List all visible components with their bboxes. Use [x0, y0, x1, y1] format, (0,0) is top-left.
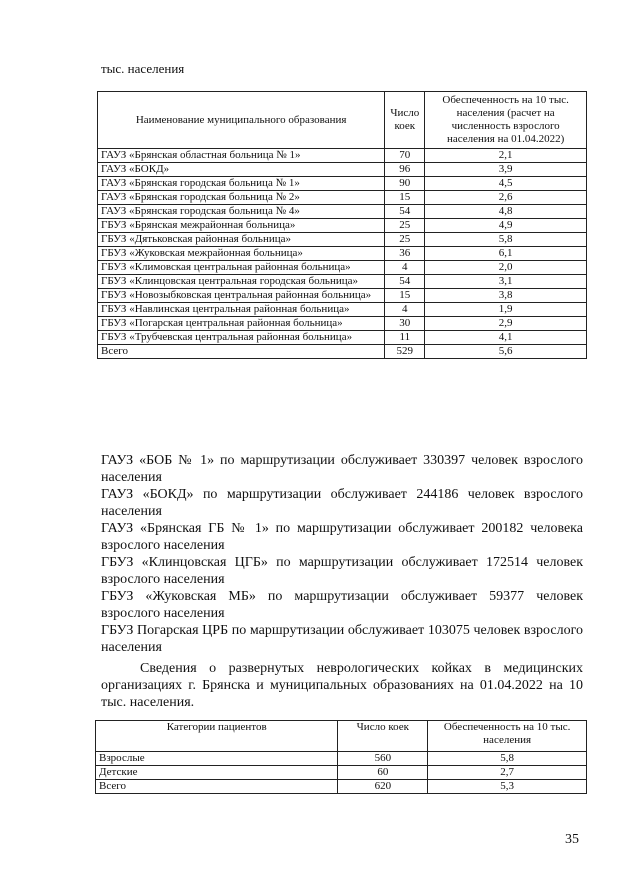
cell-rate: 5,3: [428, 780, 587, 794]
cell-rate: 4,5: [425, 177, 587, 191]
routing-line: ГАУЗ «БОКД» по маршрутизации обслуживает 244186 человек взрослого населения: [101, 487, 583, 519]
table-total-row: [98, 345, 587, 359]
cell-beds: 60: [338, 766, 428, 780]
intro-text: тыс. населения: [101, 61, 185, 76]
summary-paragraph: Сведения о развернутых неврологических койках в медицинских организациях г. Брянска и муниципальных образованиях на 01.04.2022 на 10 тыс. населения.: [101, 661, 583, 710]
cell-name: ГБУЗ «Навлинская центральная районная больница»: [98, 303, 385, 317]
cell-beds: 4: [385, 303, 425, 317]
cell-beds: 15: [385, 289, 425, 303]
table-row: [96, 766, 587, 780]
header-category: Категории пациентов: [96, 721, 338, 752]
table-row: [98, 177, 587, 191]
table-row: [98, 303, 587, 317]
header-rate: Обеспеченность на 10 тыс. населения (расчет на численность взрослого населения на 01.04.2022): [425, 92, 587, 149]
cell-rate: 6,1: [425, 247, 587, 261]
cell-name: ГБУЗ «Трубчевская центральная районная больница»: [98, 331, 385, 345]
cell-rate: 2,9: [425, 317, 587, 331]
table-row: [98, 275, 587, 289]
table-row: [98, 261, 587, 275]
table-row: [98, 219, 587, 233]
cell-beds: 90: [385, 177, 425, 191]
cell-beds: 36: [385, 247, 425, 261]
cell-rate: 3,9: [425, 163, 587, 177]
cell-rate: 2,6: [425, 191, 587, 205]
routing-line: ГБУЗ «Жуковская МБ» по маршрутизации обслуживает 59377 человек взрослого населения: [101, 589, 583, 621]
cell-beds: 25: [385, 219, 425, 233]
cell-name: ГАУЗ «Брянская городская больница № 2»: [98, 191, 385, 205]
beds-table-header-row: [98, 92, 587, 149]
cell-name: ГАУЗ «Брянская городская больница № 4»: [98, 205, 385, 219]
beds-table: [97, 91, 587, 359]
cell-name: ГАУЗ «БОКД»: [98, 163, 385, 177]
table-row: [96, 752, 587, 766]
cell-beds: 70: [385, 149, 425, 163]
cell-beds: 30: [385, 317, 425, 331]
cell-name: ГБУЗ «Климовская центральная районная больница»: [98, 261, 385, 275]
cell-name: ГБУЗ «Клинцовская центральная городская больница»: [98, 275, 385, 289]
cell-name: ГАУЗ «Брянская областная больница № 1»: [98, 149, 385, 163]
cell-beds: 11: [385, 331, 425, 345]
cell-beds: 560: [338, 752, 428, 766]
table-row: [98, 233, 587, 247]
cell-rate: 3,1: [425, 275, 587, 289]
table-row: [98, 163, 587, 177]
cell-rate: 3,8: [425, 289, 587, 303]
cell-beds: 54: [385, 275, 425, 289]
table-row: [98, 247, 587, 261]
cell-beds: 529: [385, 345, 425, 359]
cell-rate: 2,0: [425, 261, 587, 275]
cell-category: Всего: [96, 780, 338, 794]
cell-rate: 4,1: [425, 331, 587, 345]
table-total-row: [96, 780, 587, 794]
header-name: Наименование муниципального образования: [98, 92, 385, 149]
cell-name: ГБУЗ «Жуковская межрайонная больница»: [98, 247, 385, 261]
routing-line: ГБУЗ Погарская ЦРБ по маршрутизации обслуживает 103075 человек взрослого населения: [101, 623, 583, 655]
table-row: [98, 317, 587, 331]
cell-rate: 4,8: [425, 205, 587, 219]
header-beds: Число коек: [338, 721, 428, 752]
cell-beds: 15: [385, 191, 425, 205]
cell-rate: 5,8: [425, 233, 587, 247]
cell-category: Взрослые: [96, 752, 338, 766]
cell-name: Всего: [98, 345, 385, 359]
category-table: [95, 720, 587, 794]
cell-category: Детские: [96, 766, 338, 780]
table-row: [98, 289, 587, 303]
cell-name: ГАУЗ «Брянская городская больница № 1»: [98, 177, 385, 191]
cell-name: ГБУЗ «Новозыбковская центральная районная больница»: [98, 289, 385, 303]
cell-beds: 25: [385, 233, 425, 247]
cell-rate: 2,1: [425, 149, 587, 163]
table-row: [98, 191, 587, 205]
cell-name: ГБУЗ «Дятьковская районная больница»: [98, 233, 385, 247]
cell-rate: 5,6: [425, 345, 587, 359]
routing-list: [101, 452, 583, 656]
cell-name: ГБУЗ «Погарская центральная районная больница»: [98, 317, 385, 331]
cell-rate: 1,9: [425, 303, 587, 317]
cell-beds: 4: [385, 261, 425, 275]
cell-beds: 620: [338, 780, 428, 794]
table-row: [98, 205, 587, 219]
cell-rate: 4,9: [425, 219, 587, 233]
table-row: [98, 331, 587, 345]
cell-rate: 2,7: [428, 766, 587, 780]
header-rate: Обеспеченность на 10 тыс. населения: [428, 721, 587, 752]
cell-name: ГБУЗ «Брянская межрайонная больница»: [98, 219, 385, 233]
page-number: 35: [565, 832, 579, 847]
routing-line: ГАУЗ «Брянская ГБ № 1» по маршрутизации обслуживает 200182 человека взрослого населения: [101, 521, 583, 553]
routing-line: ГАУЗ «БОБ № 1» по маршрутизации обслуживает 330397 человек взрослого населения: [101, 453, 583, 485]
category-table-header-row: [96, 721, 587, 752]
cell-beds: 96: [385, 163, 425, 177]
cell-beds: 54: [385, 205, 425, 219]
cell-rate: 5,8: [428, 752, 587, 766]
table-row: [98, 149, 587, 163]
header-beds: Число коек: [385, 92, 425, 149]
routing-line: ГБУЗ «Клинцовская ЦГБ» по маршрутизации обслуживает 172514 человек взрослого населения: [101, 555, 583, 587]
